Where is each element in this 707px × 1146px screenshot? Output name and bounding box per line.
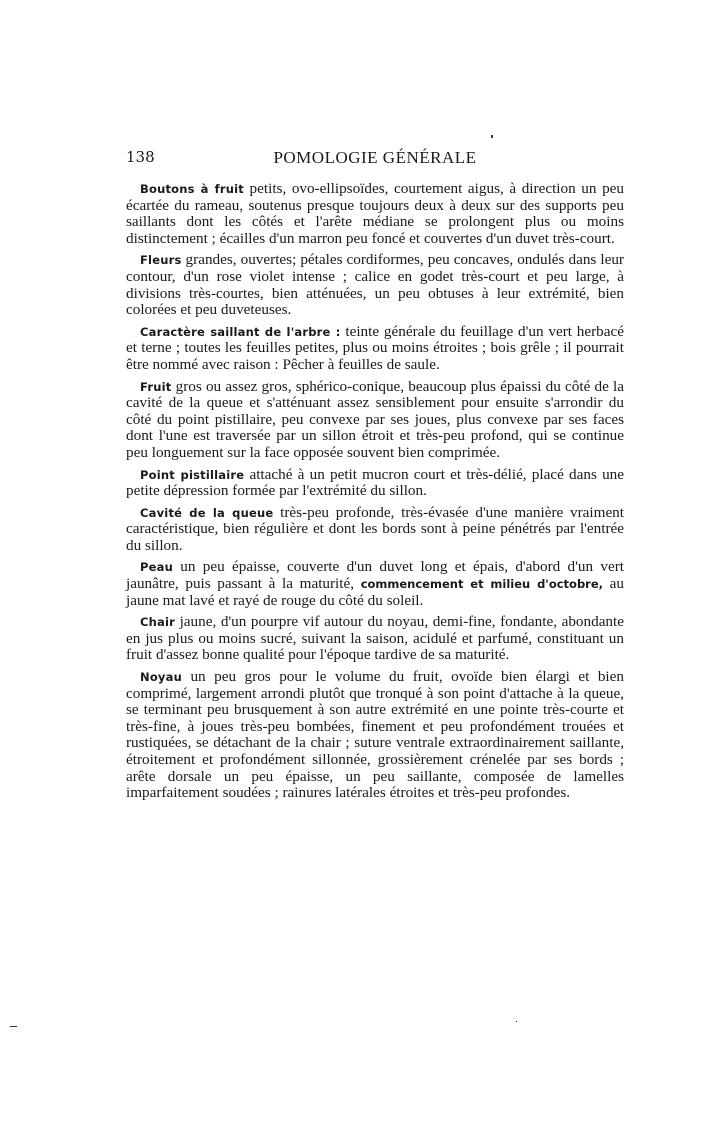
scan-speck — [10, 1026, 17, 1027]
paragraph-caractere — [126, 324, 624, 374]
paragraph-fleurs — [126, 252, 624, 318]
scan-speck — [516, 1021, 517, 1022]
paragraph-text: grandes, ouvertes; pétales cordiformes, peu concaves, ondulés dans leur contour, d'un rose violet intense ; calice en godet très-court et peu large, à divisions très-courtes, bien atténuées, un peu obtuses à leur extrémité, bien colorées et peu duveteuses. — [126, 251, 624, 319]
paragraph-point-pistillaire — [126, 467, 624, 500]
paragraph-chair — [126, 614, 624, 664]
term-label: Point pistillaire — [140, 467, 245, 482]
body-text — [126, 181, 624, 807]
scan-speck — [491, 135, 493, 138]
paragraph-text: un peu épaisse, couverte d'un duvet long et épais, d'abord d'un vert jaunâtre, puis passant à la maturité, — [126, 558, 624, 593]
page-header — [126, 148, 624, 168]
term-label: Noyau — [140, 670, 182, 685]
term-label: Caractère saillant de l'arbre : — [140, 324, 341, 339]
paragraph-text: petits, ovo-ellipsoïdes, courtement aigus, à direction un peu écartée du rameau, soutenus presque toujours deux à deux sur des supports peu saillants dont les côtés et l'arête médiane se prolongent plus ou moins distinctement ; écailles d'un marron peu foncé et couvertes d'un duvet très-court. — [126, 180, 624, 247]
paragraph-text: jaune, d'un pourpre vif autour du noyau, demi-fine, fondante, abondante en jus plus ou moins sucré, suivant la saison, acidulé et parfumé, constituant un fruit d'assez bonne qualité pour l'époque tardive de sa maturité. — [126, 613, 624, 664]
term-label: Chair — [140, 615, 176, 630]
paragraph-boutons — [126, 181, 624, 247]
paragraph-peau — [126, 559, 624, 609]
paragraph-text: gros ou assez gros, sphérico-conique, beaucoup plus épaissi du côté de la cavité de la queue et s'atténuant assez sensiblement pour ensuite s'arrondir du côté du point pistillaire, peu convexe par ses joues, plus convexe par ses faces dont l'une est traversée par un sillon étroit et très-peu profond, qui se continue peu longuement sur la face opposée souvent bien comprimée. — [126, 377, 624, 461]
running-title: POMOLOGIE GÉNÉRALE — [273, 148, 477, 167]
emphasis-text: commencement et milieu d'octobre, — [360, 577, 604, 592]
page-number: 138 — [126, 148, 155, 166]
paragraph-noyau — [126, 669, 624, 802]
paragraph-text: un peu gros pour le volume du fruit, ovoïde bien élargi et bien comprimé, largement arrondi plutôt que tronqué à son point d'attache à la queue, se terminant peu brusquement à son autre extrémité en une pointe très-courte et très-fine, à joues très-peu bombées, finement et peu profondément trouées et rustiquées, se détachant de la chair ; suture ventrale extraordinairement saillante, étroitement et profondément sillonnée, grossièrement crénelée par ses bords ; arête dorsale un peu épaisse, un peu saillante, composée de lamelles imparfaitement soudées ; rainures latérales étroites et très-peu profondes. — [126, 668, 624, 802]
term-label: Fruit — [140, 379, 172, 394]
term-label: Boutons à fruit — [140, 182, 244, 196]
term-label: Fleurs — [140, 253, 182, 268]
paragraph-text: teinte générale du feuillage d'un vert herbacé et terne ; toutes les feuilles petites, plus ou moins étroites ; bois grêle ; il pourrait être nommé avec raison : Pêcher à feuilles de saule. — [126, 322, 624, 373]
paragraph-text: attaché à un petit mucron court et très-délié, placé dans une petite dépression formée par l'extrémité du sillon. — [126, 465, 624, 500]
paragraph-text: au jaune mat lavé et rayé de rouge du côté du soleil. — [126, 575, 624, 609]
term-label: Peau — [140, 560, 173, 575]
paragraph-fruit — [126, 379, 624, 462]
term-label: Cavité de la queue — [140, 505, 274, 520]
paragraph-text: très-peu profonde, très-évasée d'une manière vraiment caractéristique, bien régulière et dont les bords sont à peine pénétrés par l'entrée du sillon. — [126, 503, 624, 554]
paragraph-cavite — [126, 505, 624, 555]
